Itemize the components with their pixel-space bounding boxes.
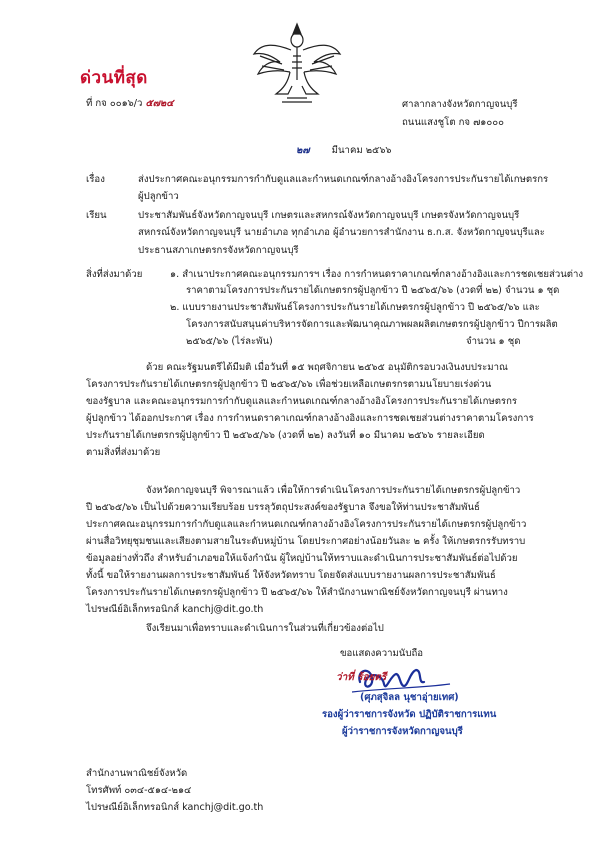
document-number xyxy=(86,96,174,111)
paragraph-2-line: ปี ๒๕๖๕/๖๖ เป็นไปด้วยความเรียบร้อย บรรลุวัตถุประสงค์ของรัฐบาล จึงขอให้ท่านประชาสัมพันธ์ xyxy=(86,502,480,513)
footer-email: ไปรษณีย์อิเล็กทรอนิกส์ kanchj@dit.go.th xyxy=(86,802,264,813)
attachment-line: ๑. สำเนาประกาศคณะอนุกรรมการฯ เรื่อง การกำหนดราคาเกณฑ์กลางอ้างอิงและการชดเชยส่วนต่าง xyxy=(170,269,584,280)
reviewer-stamp: ว่าที่ ร้อยตรี xyxy=(336,672,387,683)
paragraph-1-line: ด้วย คณะรัฐมนตรีได้มีมติ เมื่อวันที่ ๑๕ พฤศจิกายน ๒๕๖๕ อนุมัติกรอบวงเงินงบประมาณ xyxy=(146,362,508,373)
attachment-count: จำนวน ๑ ชุด xyxy=(466,336,521,347)
recipient-line: ประธานสภาเกษตรกรจังหวัดกาญจนบุรี xyxy=(138,245,299,256)
attachments-label: สิ่งที่ส่งมาด้วย xyxy=(86,269,143,280)
attachment-line: ๒. แบบรายงานประชาสัมพันธ์โครงการประกันรายได้เกษตรกรผู้ปลูกข้าว ปี ๒๕๖๕/๖๖ และ xyxy=(170,302,540,313)
signer-name: (ศุภสุจิลล นุชาอุ่ายเทศ) xyxy=(360,692,459,703)
handwritten-day: ๒๗ xyxy=(296,145,310,156)
paragraph-1-line: ประกันรายได้เกษตรกรผู้ปลูกข้าว ปี ๒๕๖๕/๖๖ (งวดที่ ๒๒) ลงวันที่ ๑๐ มีนาคม ๒๕๖๖ รายละเอียด xyxy=(86,430,485,441)
signer-position: รองผู้ว่าราชการจังหวัด ปฏิบัติราชการแทน xyxy=(322,709,497,720)
closing-salutation: ขอแสดงความนับถือ xyxy=(340,648,424,659)
address-line-2: ถนนแสงชูโต กจ ๗๑๐๐๐ xyxy=(402,117,504,128)
paragraph-1-line: ของรัฐบาล และคณะอนุกรรมการกำกับดูแลและกำหนดเกณฑ์กลางอ้างอิงโครงการประกันรายได้เกษตรกร xyxy=(86,396,518,407)
garuda-emblem-icon xyxy=(252,20,342,104)
paragraph-2-line: ประกาศคณะอนุกรรมการกำกับดูแลและกำหนดเกณฑ์กลางอ้างอิงโครงการประกันรายได้เกษตรกรผู้ปลูกข้าว xyxy=(86,519,527,530)
subject-line: ผู้ปลูกข้าว xyxy=(138,191,179,202)
paragraph-2-line: จังหวัดกาญจนบุรี พิจารณาแล้ว เพื่อให้การดำเนินโครงการประกันรายได้เกษตรกรผู้ปลูกข้าว xyxy=(146,485,521,496)
subject-line: ส่งประกาศคณะอนุกรรมการกำกับดูแลและกำหนดเกณฑ์กลางอ้างอิงโครงการประกันรายได้เกษตรกร xyxy=(138,174,549,185)
footer-phone: โทรศัพท์ ๐๓๔-๕๑๔-๒๑๔ xyxy=(86,785,192,796)
address-line-1: ศาลากลางจังหวัดกาญจนบุรี xyxy=(402,99,518,110)
paragraph-2-line: โครงการประกันรายได้เกษตรกรผู้ปลูกข้าว ปี ๒๕๖๕/๖๖ ให้สำนักงานพาณิชย์จังหวัดกาญจนบุรี ผ่านทาง xyxy=(86,587,508,598)
closing-request: จึงเรียนมาเพื่อทราบและดำเนินการในส่วนที่เกี่ยวข้องต่อไป xyxy=(146,623,384,634)
paragraph-2-line: ทั้งนี้ ขอให้รายงานผลการประชาสัมพันธ์ ให้จังหวัดทราบ โดยจัดส่งแบบรายงานผลการประชาสัมพันธ์ xyxy=(86,570,496,581)
signer-position: ผู้ว่าราชการจังหวัดกาญจนบุรี xyxy=(342,726,463,737)
paragraph-1-line: ตามสิ่งที่ส่งมาด้วย xyxy=(86,447,161,458)
recipient-line: ประชาสัมพันธ์จังหวัดกาญจนบุรี เกษตรและสหกรณ์จังหวัดกาญจนบุรี เกษตรจังหวัดกาญจนบุรี xyxy=(138,210,520,221)
recipient-label: เรียน xyxy=(86,210,107,221)
handwritten-number: ๕๗๒๔ xyxy=(145,98,174,109)
paragraph-2-line: ไปรษณีย์อิเล็กทรอนิกส์ kanchj@dit.go.th xyxy=(86,604,264,615)
footer-office: สำนักงานพาณิชย์จังหวัด xyxy=(86,768,188,779)
subject-label: เรื่อง xyxy=(86,174,105,185)
document-number-prefix: ที่ กจ ๐๐๑๖/ว xyxy=(86,98,143,109)
paragraph-1-line: ผู้ปลูกข้าว ได้ออกประกาศ เรื่อง การกำหนดราคาเกณฑ์กลางอ้างอิงและการชดเชยส่วนต่างราคาตามโครงการ xyxy=(86,413,534,424)
date-month-year: มีนาคม ๒๕๖๖ xyxy=(331,145,392,156)
attachment-line: ราคาตามโครงการประกันรายได้เกษตรกรผู้ปลูกข้าว ปี ๒๕๖๕/๖๖ (งวดที่ ๒๒) จำนวน ๑ ชุด xyxy=(186,285,560,296)
paragraph-2-line: ผ่านสื่อวิทยุชุมชนและเสียงตามสายในระดับหมู่บ้าน โดยประกาศอย่างน้อยวันละ ๒ ครั้ง ให้เกษตรกรรับทราบ xyxy=(86,536,526,547)
recipient-line: สหกรณ์จังหวัดกาญจนบุรี นายอำเภอ ทุกอำเภอ ผู้อำนวยการสำนักงาน ธ.ก.ส. จังหวัดกาญจนบุรีและ xyxy=(138,227,545,238)
paragraph-2-line: ข้อมูลอย่างทั่วถึง สำหรับอำเภอขอให้แจ้งกำนัน ผู้ใหญ่บ้านให้ทราบและดำเนินการประชาสัมพันธ์ต่อไปด้วย xyxy=(86,553,518,564)
paragraph-1-line: โครงการประกันรายได้เกษตรกรผู้ปลูกข้าว ปี ๒๕๖๕/๖๖ เพื่อช่วยเหลือเกษตรกรตามนโยบายเร่งด่วน xyxy=(86,379,492,390)
document-date xyxy=(296,143,392,158)
attachment-line: ๒๕๖๕/๖๖ (ไร่ละพัน) xyxy=(186,336,273,347)
urgent-label: ด่วนที่สุด xyxy=(80,68,148,88)
attachment-line: โครงการสนับสนุนค่าบริหารจัดการและพัฒนาคุณภาพผลผลิตเกษตรกรผู้ปลูกข้าว ปีการผลิต xyxy=(186,319,558,330)
